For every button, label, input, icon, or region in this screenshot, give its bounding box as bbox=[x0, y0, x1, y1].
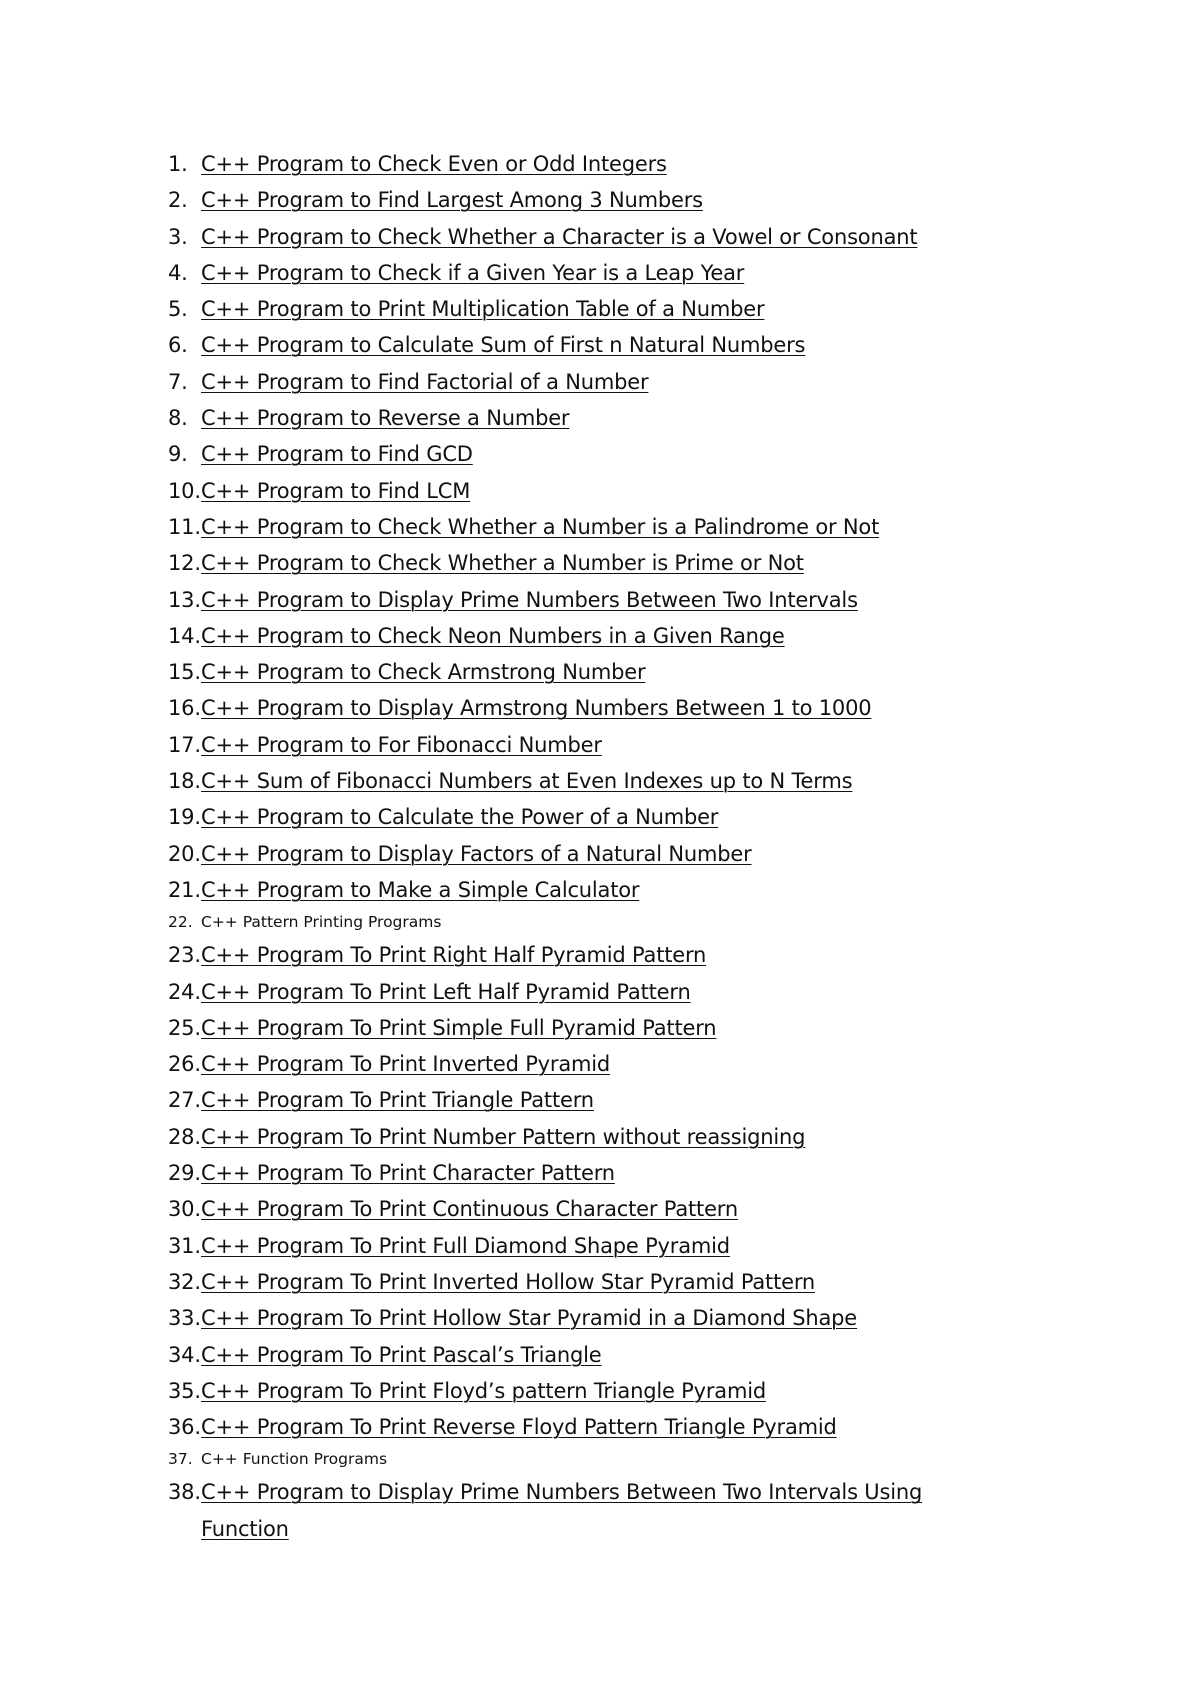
list-item-section-heading bbox=[168, 908, 1028, 937]
program-list bbox=[168, 146, 1028, 1547]
list-item-number: 21. bbox=[168, 877, 201, 902]
program-link[interactable]: C++ Program to Print Multiplication Table of a Number bbox=[201, 297, 765, 322]
section-heading-text: C++ Pattern Printing Programs bbox=[201, 913, 442, 932]
list-item bbox=[168, 1046, 1028, 1082]
list-item bbox=[168, 1228, 1028, 1264]
list-item-number: 32. bbox=[168, 1269, 201, 1294]
list-item bbox=[168, 1300, 1028, 1336]
list-item-number: 17. bbox=[168, 732, 201, 757]
program-link[interactable]: C++ Program to Find Largest Among 3 Numbers bbox=[201, 188, 703, 213]
list-item-number: 37. bbox=[168, 1450, 193, 1469]
list-item-number: 34. bbox=[168, 1342, 201, 1367]
section-heading-text: C++ Function Programs bbox=[201, 1450, 388, 1469]
list-item bbox=[168, 509, 1028, 545]
program-link[interactable]: C++ Program to Check if a Given Year is a Leap Year bbox=[201, 260, 745, 285]
program-link[interactable]: C++ Program To Print Simple Full Pyramid Pattern bbox=[201, 1015, 717, 1040]
list-item-number: 10. bbox=[168, 478, 201, 503]
program-link[interactable]: C++ Program to Check Whether a Character is a Vowel or Consonant bbox=[201, 224, 918, 249]
list-item bbox=[168, 436, 1028, 472]
program-link[interactable]: C++ Program To Print Character Pattern bbox=[201, 1161, 615, 1186]
list-item-number: 4. bbox=[168, 260, 188, 285]
list-item-number: 8. bbox=[168, 406, 188, 431]
list-item bbox=[168, 327, 1028, 363]
list-item-number: 5. bbox=[168, 297, 188, 322]
program-link[interactable]: C++ Program To Print Pascal’s Triangle bbox=[201, 1342, 602, 1367]
list-item-number: 6. bbox=[168, 333, 188, 358]
list-item bbox=[168, 146, 1028, 182]
list-item-number: 23. bbox=[168, 943, 201, 968]
program-link[interactable]: C++ Program to Calculate the Power of a Number bbox=[201, 805, 719, 830]
program-link[interactable]: C++ Sum of Fibonacci Numbers at Even Indexes up to N Terms bbox=[201, 769, 853, 794]
list-item bbox=[168, 400, 1028, 436]
list-item bbox=[168, 473, 1028, 509]
program-link[interactable]: C++ Program To Print Continuous Character Pattern bbox=[201, 1197, 738, 1222]
program-link[interactable]: C++ Program to Check Neon Numbers in a Given Range bbox=[201, 623, 785, 648]
list-item-number: 38. bbox=[168, 1480, 201, 1505]
program-link[interactable]: C++ Program To Print Full Diamond Shape Pyramid bbox=[201, 1233, 730, 1258]
program-link[interactable]: C++ Program To Print Floyd’s pattern Triangle Pyramid bbox=[201, 1378, 766, 1403]
list-item bbox=[168, 1409, 1028, 1445]
list-item bbox=[168, 182, 1028, 218]
list-item-number: 19. bbox=[168, 805, 201, 830]
list-item-section-heading bbox=[168, 1445, 1028, 1474]
program-link[interactable]: C++ Program To Print Right Half Pyramid Pattern bbox=[201, 943, 707, 968]
program-link[interactable]: C++ Program To Print Left Half Pyramid Pattern bbox=[201, 979, 691, 1004]
list-item bbox=[168, 1264, 1028, 1300]
list-item bbox=[168, 364, 1028, 400]
list-item-number: 20. bbox=[168, 841, 201, 866]
program-link[interactable]: C++ Program To Print Inverted Pyramid bbox=[201, 1052, 611, 1077]
list-item bbox=[168, 545, 1028, 581]
program-link[interactable]: C++ Program to Check Whether a Number is a Palindrome or Not bbox=[201, 514, 880, 539]
program-link[interactable]: C++ Program to Check Whether a Number is Prime or Not bbox=[201, 551, 804, 576]
list-item bbox=[168, 1082, 1028, 1118]
program-link[interactable]: C++ Program To Print Triangle Pattern bbox=[201, 1088, 594, 1113]
list-item-number: 14. bbox=[168, 623, 201, 648]
list-item-number: 26. bbox=[168, 1052, 201, 1077]
list-item bbox=[168, 690, 1028, 726]
list-item bbox=[168, 654, 1028, 690]
program-link[interactable]: C++ Program To Print Reverse Floyd Pattern Triangle Pyramid bbox=[201, 1415, 837, 1440]
list-item-number: 27. bbox=[168, 1088, 201, 1113]
list-item bbox=[168, 255, 1028, 291]
list-item-number: 28. bbox=[168, 1124, 201, 1149]
program-link[interactable]: C++ Program to Display Prime Numbers Between Two Intervals bbox=[201, 587, 858, 612]
list-item-number: 31. bbox=[168, 1233, 201, 1258]
list-item-number: 2. bbox=[168, 188, 188, 213]
list-item-number: 12. bbox=[168, 551, 201, 576]
list-item bbox=[168, 799, 1028, 835]
list-item-number: 7. bbox=[168, 369, 188, 394]
list-item bbox=[168, 872, 1028, 908]
list-item-number: 15. bbox=[168, 660, 201, 685]
list-item-number: 24. bbox=[168, 979, 201, 1004]
list-item-number: 16. bbox=[168, 696, 201, 721]
program-link[interactable]: C++ Program to Calculate Sum of First n Natural Numbers bbox=[201, 333, 806, 358]
list-item-number: 35. bbox=[168, 1378, 201, 1403]
list-item bbox=[168, 727, 1028, 763]
list-item-number: 1. bbox=[168, 152, 188, 176]
program-link[interactable]: C++ Program to Find LCM bbox=[201, 478, 471, 503]
list-item-number: 33. bbox=[168, 1306, 201, 1331]
list-item bbox=[168, 582, 1028, 618]
list-item bbox=[168, 1119, 1028, 1155]
program-link[interactable]: C++ Program To Print Hollow Star Pyramid in a Diamond Shape bbox=[201, 1306, 858, 1331]
list-item bbox=[168, 763, 1028, 799]
list-item bbox=[168, 1373, 1028, 1409]
list-item bbox=[168, 836, 1028, 872]
list-item bbox=[168, 974, 1028, 1010]
program-link[interactable]: C++ Program to Display Armstrong Numbers Between 1 to 1000 bbox=[201, 696, 872, 721]
list-item bbox=[168, 1155, 1028, 1191]
list-item-number: 18. bbox=[168, 769, 201, 794]
list-item bbox=[168, 1337, 1028, 1373]
program-link[interactable]: C++ Program to For Fibonacci Number bbox=[201, 732, 602, 757]
list-item-number: 29. bbox=[168, 1161, 201, 1186]
program-link[interactable]: C++ Program To Print Inverted Hollow Star Pyramid Pattern bbox=[201, 1269, 816, 1294]
list-item-number: 36. bbox=[168, 1415, 201, 1440]
list-item-number: 9. bbox=[168, 442, 188, 467]
program-link[interactable]: C++ Program to Find Factorial of a Number bbox=[201, 369, 649, 394]
list-item-number: 11. bbox=[168, 514, 201, 539]
list-item bbox=[168, 291, 1028, 327]
list-item bbox=[168, 618, 1028, 654]
list-item bbox=[168, 1191, 1028, 1227]
program-link[interactable]: C++ Program to Check Armstrong Number bbox=[201, 660, 646, 685]
program-link[interactable]: C++ Program To Print Number Pattern without reassigning bbox=[201, 1124, 806, 1149]
program-link[interactable]: C++ Program to Find GCD bbox=[201, 442, 473, 467]
list-item-number: 30. bbox=[168, 1197, 201, 1222]
program-link[interactable]: C++ Program to Make a Simple Calculator bbox=[201, 877, 640, 902]
list-item-number: 3. bbox=[168, 224, 188, 249]
program-link[interactable]: C++ Program to Display Factors of a Natural Number bbox=[201, 841, 752, 866]
program-link[interactable]: C++ Program to Display Prime Numbers Between Two Intervals Using Function bbox=[201, 1480, 923, 1541]
list-item bbox=[168, 1474, 1028, 1547]
program-link[interactable]: C++ Program to Reverse a Number bbox=[201, 406, 570, 431]
list-item-number: 25. bbox=[168, 1015, 201, 1040]
program-link[interactable]: C++ Program to Check Even or Odd Integers bbox=[201, 152, 667, 176]
list-item-number: 13. bbox=[168, 587, 201, 612]
list-item-number: 22. bbox=[168, 913, 193, 932]
list-item bbox=[168, 1010, 1028, 1046]
list-item bbox=[168, 937, 1028, 973]
list-item bbox=[168, 219, 1028, 255]
